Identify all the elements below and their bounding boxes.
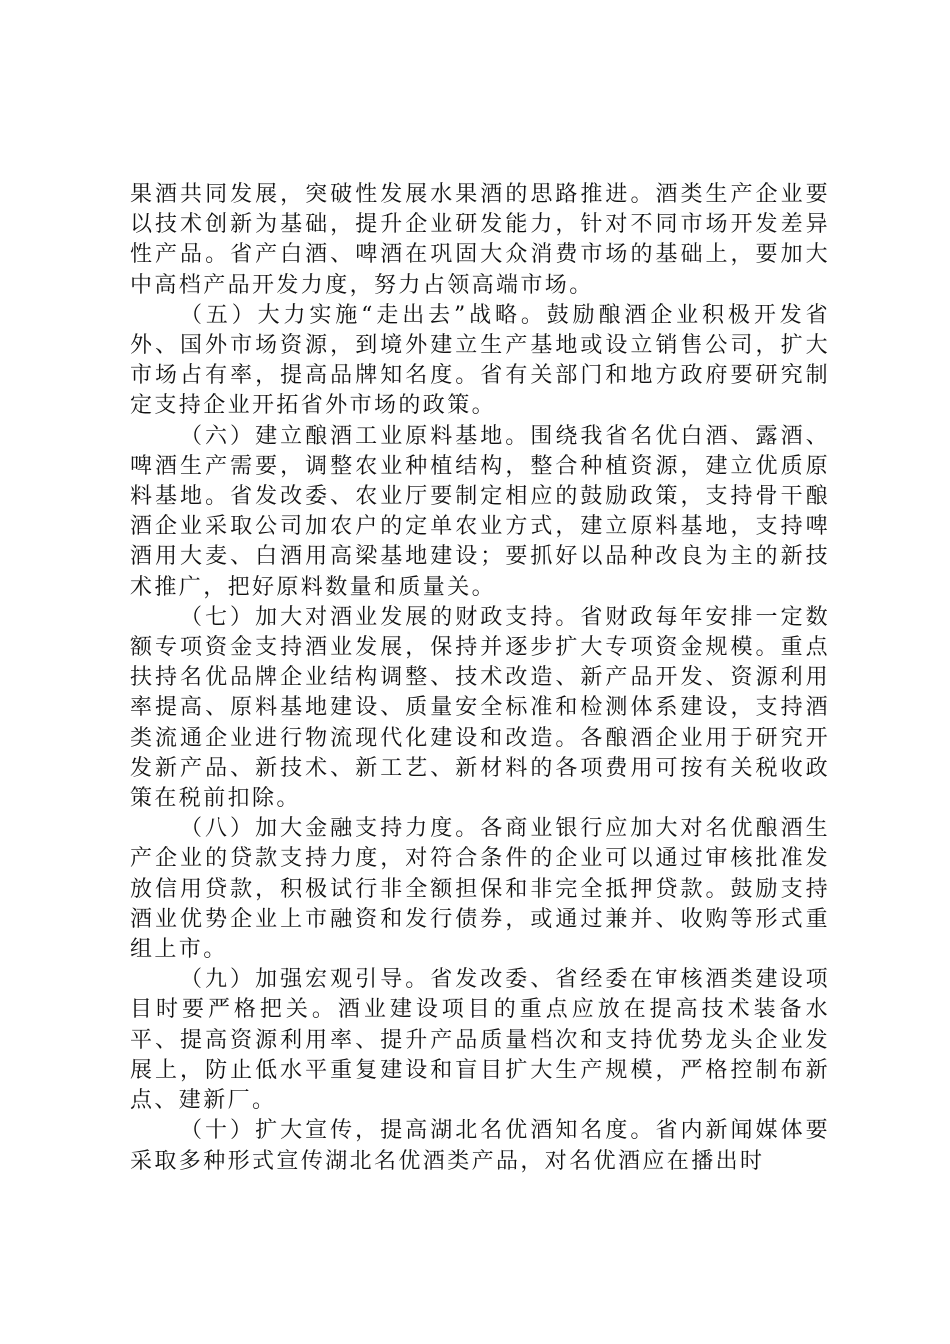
paragraph-section-8: （八）加大金融支持力度。各商业银行应加大对名优酿酒生产企业的贷款支持力度，对符合条件的企业可以通过审核批准发放信用贷款，积极试行非全额担保和非完全抵押贷款。鼓励支持酒业优势企业上市融资和发行债券，或通过兼并、收购等形式重组上市。	[130, 816, 830, 963]
paragraph-section-9: （九）加强宏观引导。省发改委、省经委在审核酒类建设项目时要严格把关。酒业建设项目的重点应放在提高技术装备水平、提高资源利用率、提升产品质量档次和支持优势龙头企业发展上，防止低水平重复建设和盲目扩大生产规模，严格控制布新点、建新厂。	[130, 967, 830, 1114]
paragraph-section-6: （六）建立酿酒工业原料基地。围绕我省名优白酒、露酒、啤酒生产需要，调整农业种植结构，整合种植资源，建立优质原料基地。省发改委、农业厅要制定相应的鼓励政策，支持骨干酿酒企业采取公司加农户的定单农业方式，建立原料基地，支持啤酒用大麦、白酒用高梁基地建设；要抓好以品种改良为主的新技术推广，把好原料数量和质量关。	[130, 423, 830, 600]
paragraph-continuation: 果酒共同发展，突破性发展水果酒的思路推进。酒类生产企业要以技术创新为基础，提升企业研发能力，针对不同市场开发差异性产品。省产白酒、啤酒在巩固大众消费市场的基础上，要加大中高档产品开发力度，努力占领高端市场。	[130, 182, 830, 298]
paragraph-section-10: （十）扩大宣传，提高湖北名优酒知名度。省内新闻媒体要采取多种形式宣传湖北名优酒类产品，对名优酒应在播出时	[130, 1118, 830, 1174]
document-page	[130, 180, 830, 1177]
paragraph-section-5: （五）大力实施“走出去”战略。鼓励酿酒企业积极开发省外、国外市场资源，到境外建立生产基地或设立销售公司，扩大市场占有率，提高品牌知名度。省有关部门和地方政府要研究制定支持企业开拓省外市场的政策。	[130, 302, 830, 419]
paragraph-section-7: （七）加大对酒业发展的财政支持。省财政每年安排一定数额专项资金支持酒业发展，保持并逐步扩大专项资金规模。重点扶持名优品牌企业结构调整、技术改造、新产品开发、资源利用率提高、原料基地建设、质量安全标准和检测体系建设，支持酒类流通企业进行物流现代化建设和改造。各酿酒企业用于研究开发新产品、新技术、新工艺、新材料的各项费用可按有关税收政策在税前扣除。	[130, 604, 830, 812]
